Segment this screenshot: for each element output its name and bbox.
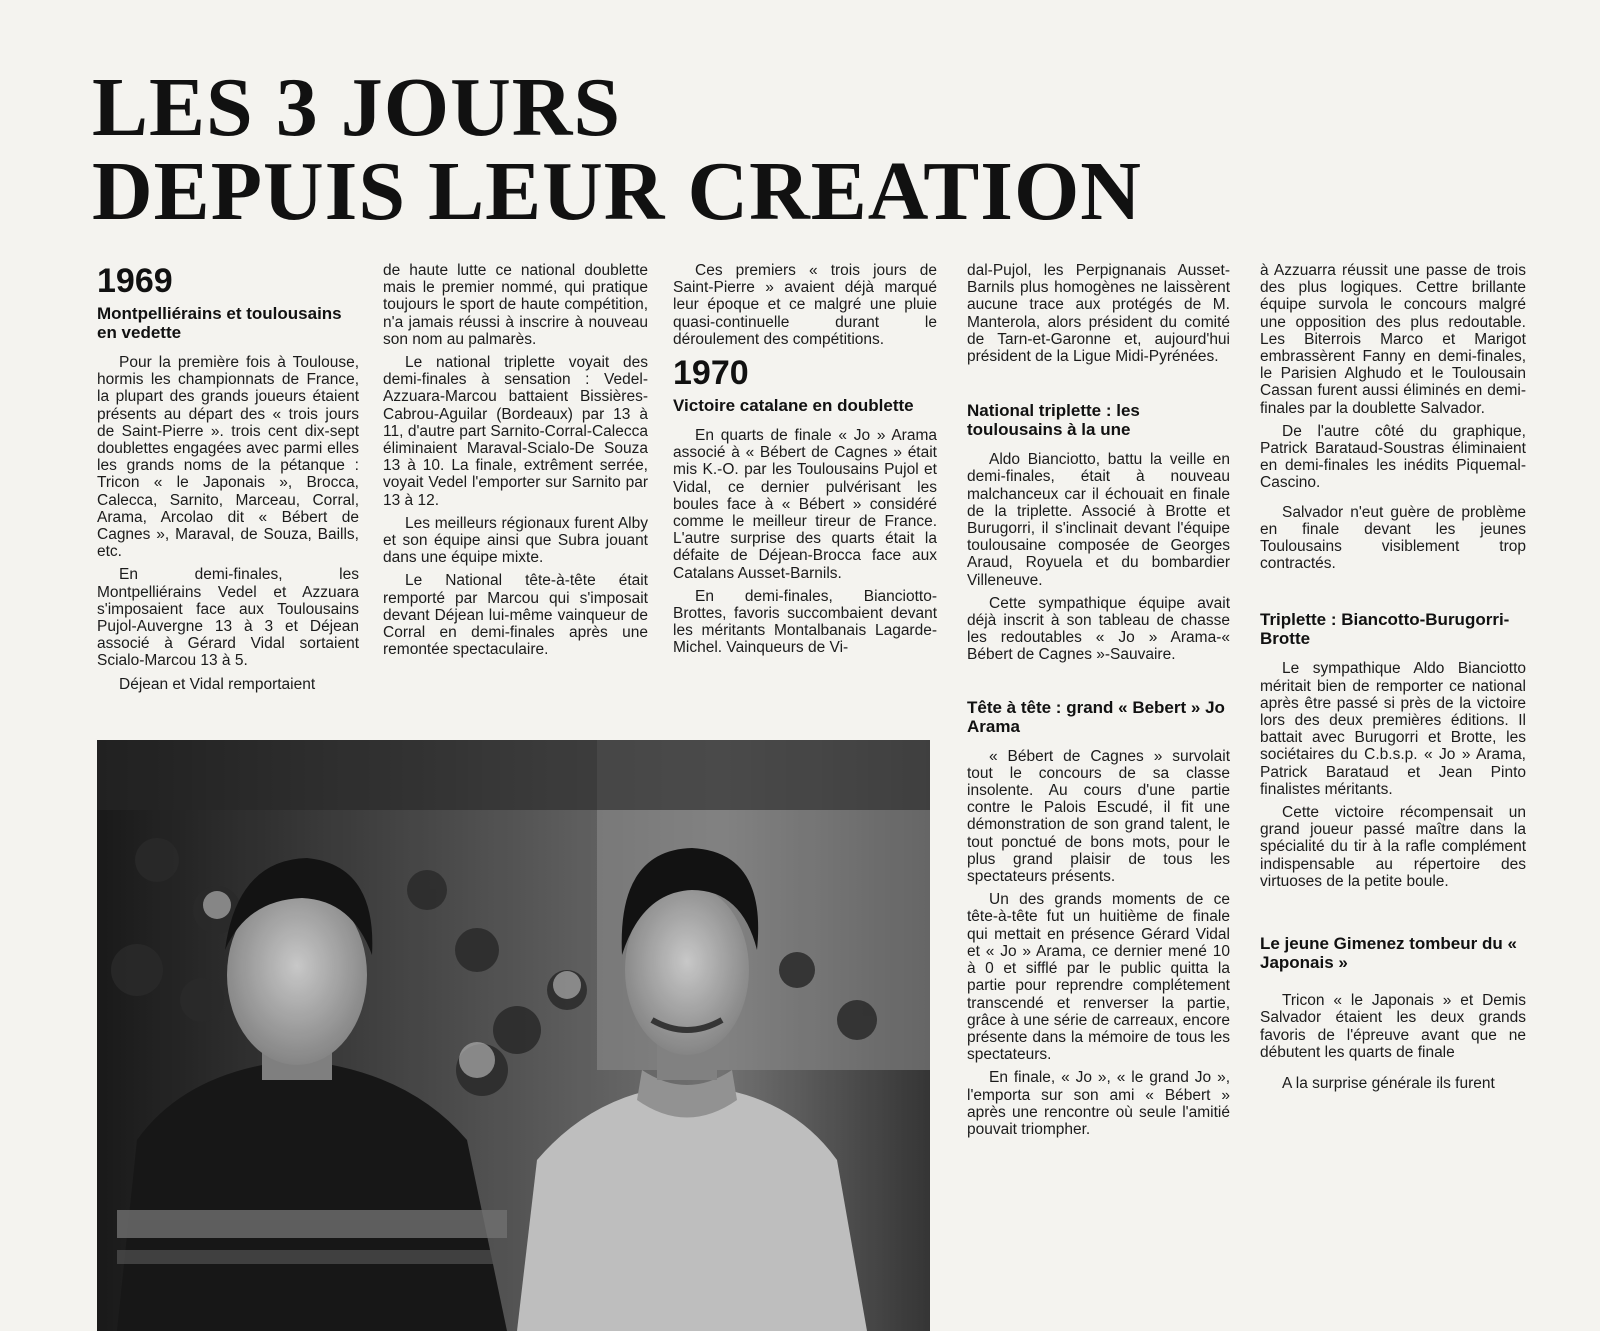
col5-lead: à Azzuarra réussit une passe de trois des plus logiques. Cettre brillante équipe survola le concours malgré une opposition des plus redoutable. Les Biterrois Marco et Marigot embrassèrent Fanny en demi-finales, le Parisien Alghudo et le Toulousain Cassan furent aussi éliminés en demi-finales par la doublette Salvador.	[1260, 262, 1526, 417]
col4-paragraph: En finale, « Jo », « le grand Jo », l'emporta sur son ami « Bébert » après une rencontre où seule l'amitié pouvait triompher.	[967, 1069, 1230, 1138]
year-1970: 1970	[673, 354, 749, 393]
col4-paragraph: Aldo Bianciotto, battu la veille en demi-finales, était à nouveau malchanceux car il échouait en finale de la triplette. Associé à Brotte et Burugorri, il s'inclinait devant l'équipe toulousaine composée de Georges Araud, Royuela et du bombardier Villeneuve.	[967, 451, 1230, 589]
col3-paragraph: En demi-finales, Bianciotto-Brottes, favoris succombaient devant les méritants Montalbanais Lagarde-Michel. Vainqueurs de Vi-	[673, 587, 937, 657]
col4-paragraph: Cette sympathique équipe avait déjà inscrit à son tableau de chasse les redoutables « Jo » Arama-« Bébert de Cagnes »-Sauvaire.	[967, 594, 1230, 664]
col5-paragraph: Salvador n'eut guère de problème en finale devant les jeunes Toulousains visiblement trop contractés.	[1260, 503, 1526, 573]
column-2	[383, 262, 648, 664]
col2-paragraph: Le National tête-à-tête était remporté par Marcou qui s'imposait devant Déjean lui-même vainqueur de Corral en demi-finales après une remontée spectaculaire.	[383, 572, 648, 659]
col5-paragraph: Cette victoire récompensait un grand joueur passé maître dans la spécialité du tir à la rafle complément indispensable au répertoire des virtuoses de la petite boule.	[1260, 804, 1526, 890]
col1-paragraph: Déjean et Vidal remportaient	[119, 675, 316, 693]
col4-paragraph: Un des grands moments de ce tête-à-tête fut un huitième de finale qui mettait en présence Gérard Vidal et « Jo » Arama, ce dernier mené 10 à 0 et sifflé par le public quitta la partie pour reprendre complétement transcendé et renverser la partie, grâce à une série de carreaux, encore présente dans la mémoire de tous les spectateurs.	[967, 891, 1230, 1064]
subhead-1970: Victoire catalane en doublette	[673, 396, 914, 416]
headline	[92, 61, 1572, 238]
col3-intro: Ces premiers « trois jours de Saint-Pierre » avaient déjà marqué leur époque et ce malgré une pluie quasi-continuelle durant le déroulement des compétitions.	[673, 262, 937, 348]
subhead-triplette: Triplette : Biancotto-Burugorri-Brotte	[1260, 610, 1510, 649]
col5-paragraph: A la surprise générale ils furent	[1282, 1074, 1495, 1092]
subhead-gimenez: Le jeune Gimenez tombeur du « Japonais »	[1260, 934, 1517, 973]
col4-paragraph: « Bébert de Cagnes » survolait tout le concours de sa classe insolente. Au cours d'une partie contre le Palois Escudé, il fit une démonstration de son grand talent, le tout ponctué de bons mots, pour le plus grand plaisir de tous les spectateurs présents.	[967, 747, 1230, 886]
year-1969: 1969	[97, 262, 173, 300]
column-1	[97, 262, 359, 699]
col1-paragraph: En demi-finales, les Montpelliérains Vedel et Azzuara s'imposaient face aux Toulousains Pujol-Auvergne 13 à 3 et Déjean associé à Gérard Vidal sortaient Scialo-Marcou 13 à 5.	[97, 566, 359, 670]
photo-two-players	[97, 740, 930, 1331]
column-5	[1260, 262, 1526, 1098]
col2-paragraph: Les meilleurs régionaux furent Alby et son équipe ainsi que Subra jouant dans une équipe mixte.	[383, 514, 648, 567]
col5-paragraph: Tricon « le Japonais » et Demis Salvador étaient les deux grands favoris de l'épreuve avant que ne débutent les quarts de finale	[1260, 992, 1526, 1061]
col1-paragraph: Pour la première fois à Toulouse, hormis les championnats de France, la plupart des grands joueurs étaient présents au départ des « trois jours de Saint-Pierre ». trois cent dix-sept doublettes engagées avec parmi elles les grands noms de la pétanque : Tricon « le Japonais », Brocca, Calecca, Sarnito, Marceau, Corral, Arama, Arcolao dit « Bébert de Cagnes », Maraval, de Souza, Baills, etc.	[97, 354, 359, 561]
photo-illustration	[97, 740, 930, 1331]
column-3	[673, 262, 937, 663]
headline-line-2: DEPUIS LEUR CREATION	[92, 145, 1142, 238]
subhead-1969: Montpelliérains et toulousains en vedette	[97, 304, 342, 342]
col5-paragraph: De l'autre côté du graphique, Patrick Barataud-Soustras éliminaient en demi-finales les inédits Piquemal-Cascino.	[1260, 422, 1526, 492]
column-4	[967, 262, 1230, 1144]
col4-lead: dal-Pujol, les Perpignanais Ausset-Barnils plus homogènes ne laissèrent aucune trace aux protégés de M. Manterola, alors président du comité de Tarn-et-Garonne et, aujourd'hui président de la Ligue Midi-Pyrénées.	[967, 262, 1230, 366]
col2-lead: de haute lutte ce national doublette mais le premier nommé, qui pratique toujours le sport de haute compétition, n'a jamais réussi à inscrire à nouveau son nom au palmarès.	[383, 262, 648, 348]
subhead-national-triplette: National triplette : les toulousains à la une	[967, 401, 1140, 440]
col2-paragraph: Le national triplette voyait des demi-finales à sensation : Vedel-Azzuara-Marcou battaient Bissières-Cabrou-Aguilar (Bordeaux) par 13 à 11, d'autre part Sarnito-Corral-Calecca éliminaient Maraval-Scialo-De Souza 13 à 10. La finale, extrêment serrée, voyait Vedel l'emporter sur Sarnito par 13 à 12.	[383, 354, 648, 509]
subhead-tete-a-tete: Tête à tête : grand « Bebert » Jo Arama	[967, 697, 1225, 736]
headline-line-1: LES 3 JOURS	[92, 61, 622, 154]
col3-paragraph: En quarts de finale « Jo » Arama associé à « Bébert de Cagnes » était mis K.-O. par les Toulousains Pujol et Vidal, ce dernier pulvérisant les boules face à « Bébert » considéré comme le meilleur tireur de France. L'autre surprise des quarts était la défaite de Déjean-Brocca face aux Catalans Ausset-Barnils.	[673, 427, 937, 582]
col5-paragraph: Le sympathique Aldo Bianciotto méritait bien de remporter ce national après être passé si près de la victoire lors des deux premières éditions. Il battait avec Burugorri et Brotte, les sociétaires du C.b.s.p. « Jo » Arama, Patrick Barataud et Jean Pinto finalistes méritants.	[1260, 660, 1526, 798]
